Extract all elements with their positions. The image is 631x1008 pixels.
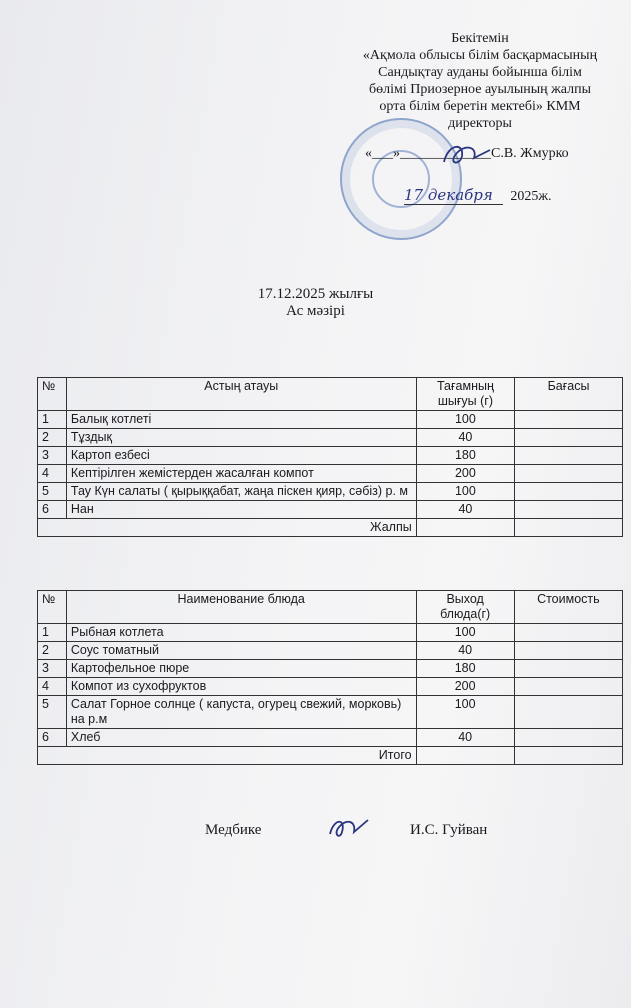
table-row — [38, 501, 623, 519]
col-number-header: № — [38, 378, 67, 411]
price-cell — [515, 501, 623, 519]
total-label: Жалпы — [38, 519, 417, 537]
portion-grams: 180 — [416, 660, 514, 678]
price-cell — [514, 642, 622, 660]
nurse-signature — [326, 812, 372, 842]
table-row — [38, 696, 623, 729]
nurse-role: Медбике — [205, 822, 262, 838]
portion-grams: 40 — [416, 642, 514, 660]
approval-year: 2025ж. — [510, 189, 552, 204]
approval-block — [330, 30, 630, 132]
dish-name: Тау Күн салаты ( қырыққабат, жаңа піскен қияр, сәбіз) р. м — [66, 483, 416, 501]
table-row — [38, 729, 623, 747]
total-price-cell — [514, 747, 622, 765]
table-row — [38, 483, 623, 501]
price-cell — [515, 411, 623, 429]
total-portion-cell — [416, 747, 514, 765]
approval-line: «Ақмола облысы білім басқармасының — [362, 48, 598, 63]
row-number: 2 — [38, 429, 67, 447]
price-cell — [515, 429, 623, 447]
portion-grams: 180 — [416, 447, 514, 465]
table-row — [38, 660, 623, 678]
table-total-row — [38, 519, 623, 537]
menu-title: Ас мәзірі — [286, 303, 345, 319]
price-cell — [514, 729, 622, 747]
nurse-name: И.С. Гуйван — [410, 822, 488, 838]
row-number: 3 — [38, 660, 67, 678]
dish-name: Картоп езбесі — [66, 447, 416, 465]
approval-line: Сандықтау ауданы бойынша білім — [378, 65, 582, 80]
dish-name: Салат Горное солнце ( капуста, огурец свежий, морковь) на р.м — [66, 696, 416, 729]
portion-grams: 40 — [416, 501, 514, 519]
menu-table-ru — [37, 590, 623, 765]
row-number: 3 — [38, 447, 67, 465]
dish-name: Балық котлеті — [66, 411, 416, 429]
table-header-row — [38, 378, 623, 411]
total-price-cell — [515, 519, 623, 537]
portion-grams: 40 — [416, 729, 514, 747]
dish-name: Рыбная котлета — [66, 624, 416, 642]
director-name: С.В. Жмурко — [491, 146, 569, 161]
dish-name: Нан — [66, 501, 416, 519]
row-number: 6 — [38, 501, 67, 519]
portion-grams: 100 — [416, 624, 514, 642]
approval-line: бөлімі Приозерное ауылының жалпы — [368, 82, 592, 97]
dish-name: Тұздық — [66, 429, 416, 447]
row-number: 2 — [38, 642, 67, 660]
col-dish-header: Астың атауы — [66, 378, 416, 411]
table-header-row — [38, 591, 623, 624]
portion-grams: 100 — [416, 411, 514, 429]
approval-line: орта білім беретін мектебі» КММ — [379, 99, 581, 114]
dish-name: Хлеб — [66, 729, 416, 747]
total-label: Итого — [38, 747, 417, 765]
table-total-row — [38, 747, 623, 765]
dish-name: Соус томатный — [66, 642, 416, 660]
price-cell — [515, 447, 623, 465]
table-row — [38, 447, 623, 465]
row-number: 5 — [38, 483, 67, 501]
table-row — [38, 429, 623, 447]
col-portion-header: Тағамның шығуы (г) — [416, 378, 514, 411]
approval-line: Бекітемін — [451, 31, 509, 46]
row-number: 6 — [38, 729, 67, 747]
portion-grams: 200 — [416, 465, 514, 483]
menu-table-kz — [37, 377, 623, 537]
dish-name: Кептірілген жемістерден жасалған компот — [66, 465, 416, 483]
table-row — [38, 624, 623, 642]
table-row — [38, 411, 623, 429]
col-price-header: Бағасы — [515, 378, 623, 411]
director-signature — [438, 138, 498, 172]
table-row — [38, 465, 623, 483]
approval-date-row — [404, 186, 552, 205]
signature-blank: «___»_____________ — [365, 146, 491, 161]
row-number: 4 — [38, 465, 67, 483]
price-cell — [514, 678, 622, 696]
col-portion-header: Выход блюда(г) — [416, 591, 514, 624]
row-number: 1 — [38, 411, 67, 429]
price-cell — [515, 465, 623, 483]
portion-grams: 100 — [416, 696, 514, 729]
row-number: 5 — [38, 696, 67, 729]
portion-grams: 200 — [416, 678, 514, 696]
col-price-header: Стоимость — [514, 591, 622, 624]
price-cell — [514, 696, 622, 729]
total-portion-cell — [416, 519, 514, 537]
table-row — [38, 642, 623, 660]
table-row — [38, 678, 623, 696]
handwritten-date: 17 декабря — [404, 186, 503, 205]
row-number: 4 — [38, 678, 67, 696]
price-cell — [514, 624, 622, 642]
price-cell — [515, 483, 623, 501]
price-cell — [514, 660, 622, 678]
col-number-header: № — [38, 591, 67, 624]
portion-grams: 100 — [416, 483, 514, 501]
portion-grams: 40 — [416, 429, 514, 447]
menu-date: 17.12.2025 жылғы — [257, 286, 374, 302]
dish-name: Компот из сухофруктов — [66, 678, 416, 696]
row-number: 1 — [38, 624, 67, 642]
dish-name: Картофельное пюре — [66, 660, 416, 678]
approval-line: директоры — [448, 116, 512, 131]
col-dish-header: Наименование блюда — [66, 591, 416, 624]
